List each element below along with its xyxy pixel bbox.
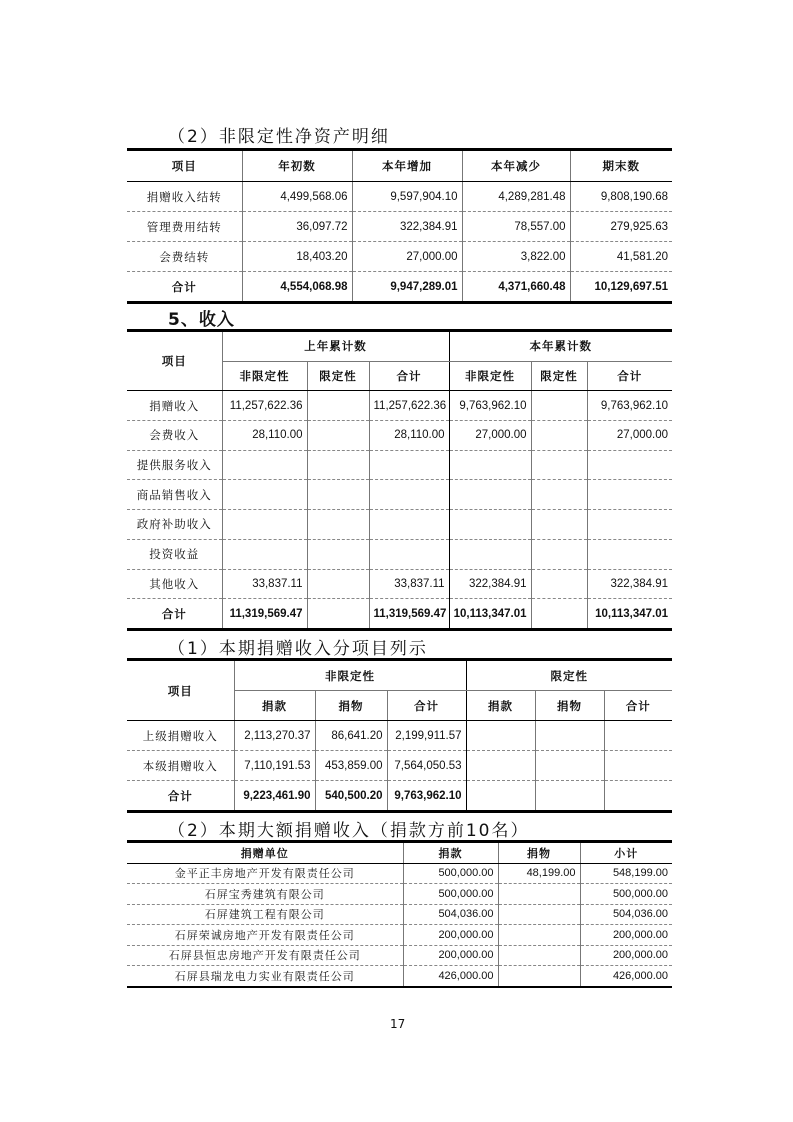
row-label: 捐赠收入 [127, 391, 222, 421]
cell-value [531, 510, 587, 540]
col-header: 捐物 [535, 691, 604, 721]
cell-value [307, 539, 369, 569]
cell-value [535, 751, 604, 781]
row-label: 会费收入 [127, 421, 222, 451]
cell-value [587, 450, 672, 480]
top-donors-table [127, 840, 672, 988]
col-header: 限定性 [531, 361, 587, 391]
col-header: 本年减少 [462, 150, 570, 182]
cell-value [535, 781, 604, 812]
section-5-2-title: （2）本期大额捐赠收入（捐款方前10名） [168, 821, 530, 841]
cell-value [307, 599, 369, 630]
col-header: 本年增加 [352, 150, 462, 182]
cell-value: 9,763,962.10 [587, 391, 672, 421]
cell-value: 500,000.00 [403, 863, 498, 884]
cell-value [449, 510, 531, 540]
cell-value: 4,289,281.48 [462, 182, 570, 212]
cell-value [222, 450, 307, 480]
cell-value [498, 884, 580, 905]
cell-value [535, 721, 604, 751]
table-header-row [127, 150, 672, 182]
cell-value [307, 569, 369, 599]
cell-value [587, 480, 672, 510]
cell-value [307, 421, 369, 451]
cell-value [449, 539, 531, 569]
total-row [127, 781, 672, 812]
row-label: 合计 [127, 781, 234, 812]
cell-value: 500,000.00 [580, 884, 672, 905]
table-row [127, 391, 672, 421]
col-header: 项目 [127, 150, 242, 182]
cell-value [222, 539, 307, 569]
cell-value: 11,319,569.47 [222, 599, 307, 630]
cell-value: 27,000.00 [449, 421, 531, 451]
cell-value: 9,808,190.68 [570, 182, 672, 212]
section-2-title: （2）非限定性净资产明细 [168, 127, 390, 147]
row-label: 投资收益 [127, 539, 222, 569]
cell-value [531, 450, 587, 480]
cell-value: 426,000.00 [580, 966, 672, 987]
cell-value: 2,199,911.57 [387, 721, 466, 751]
cell-value: 322,384.91 [587, 569, 672, 599]
table-row [127, 480, 672, 510]
col-header: 捐款 [466, 691, 535, 721]
donor-name: 石屏宝秀建筑有限公司 [127, 884, 403, 905]
cell-value: 10,113,347.01 [587, 599, 672, 630]
col-header: 捐款 [403, 842, 498, 864]
cell-value [604, 781, 672, 812]
cell-value: 86,641.20 [315, 721, 387, 751]
row-label: 捐赠收入结转 [127, 182, 242, 212]
cell-value [604, 751, 672, 781]
cell-value: 9,947,289.01 [352, 272, 462, 303]
cell-value: 504,036.00 [580, 904, 672, 925]
table-row [127, 751, 672, 781]
table-row [127, 569, 672, 599]
row-label: 政府补助收入 [127, 510, 222, 540]
group-header-prev-year: 上年累计数 [222, 331, 449, 362]
income-table [127, 329, 672, 631]
table-row [127, 539, 672, 569]
col-header: 非限定性 [449, 361, 531, 391]
row-label: 上级捐赠收入 [127, 721, 234, 751]
col-header: 合计 [369, 361, 449, 391]
cell-value: 4,371,660.48 [462, 272, 570, 303]
donor-name: 石屏荣诚房地产开发有限责任公司 [127, 925, 403, 946]
row-label: 会费结转 [127, 242, 242, 272]
cell-value: 4,554,068.98 [242, 272, 352, 303]
cell-value: 27,000.00 [587, 421, 672, 451]
cell-value: 11,319,569.47 [369, 599, 449, 630]
col-header: 合计 [604, 691, 672, 721]
col-header: 捐款 [234, 691, 315, 721]
table-row [127, 904, 672, 925]
cell-value: 27,000.00 [352, 242, 462, 272]
col-header: 非限定性 [222, 361, 307, 391]
col-header: 捐赠单位 [127, 842, 403, 864]
cell-value [498, 966, 580, 987]
table-group-header-row [127, 331, 672, 362]
cell-value [307, 480, 369, 510]
col-header: 小计 [580, 842, 672, 864]
cell-value: 9,597,904.10 [352, 182, 462, 212]
table-row [127, 450, 672, 480]
cell-value [307, 450, 369, 480]
row-label: 商品销售收入 [127, 480, 222, 510]
col-header: 合计 [587, 361, 672, 391]
donation-breakdown-table [127, 658, 672, 813]
col-header: 捐物 [315, 691, 387, 721]
col-header-item: 项目 [127, 660, 234, 721]
cell-value [466, 721, 535, 751]
cell-value [369, 510, 449, 540]
table-header-row [127, 842, 672, 864]
donor-name: 金平正丰房地产开发有限责任公司 [127, 863, 403, 884]
cell-value [369, 539, 449, 569]
cell-value: 11,257,622.36 [222, 391, 307, 421]
col-header: 合计 [387, 691, 466, 721]
group-header-unrestricted: 非限定性 [234, 660, 466, 691]
table-row [127, 212, 672, 242]
cell-value [369, 480, 449, 510]
cell-value: 426,000.00 [403, 966, 498, 987]
cell-value: 41,581.20 [570, 242, 672, 272]
table-row [127, 510, 672, 540]
col-header-item: 项目 [127, 331, 222, 391]
cell-value: 322,384.91 [449, 569, 531, 599]
section-5-title: 5、收入 [168, 310, 235, 330]
cell-value: 10,113,347.01 [449, 599, 531, 630]
cell-value [369, 450, 449, 480]
row-label: 提供服务收入 [127, 450, 222, 480]
cell-value: 7,564,050.53 [387, 751, 466, 781]
cell-value: 500,000.00 [403, 884, 498, 905]
cell-value [531, 599, 587, 630]
net-assets-table [127, 148, 672, 304]
table-row [127, 966, 672, 987]
cell-value: 322,384.91 [352, 212, 462, 242]
cell-value: 7,110,191.53 [234, 751, 315, 781]
table-row [127, 884, 672, 905]
cell-value: 200,000.00 [403, 925, 498, 946]
cell-value: 4,499,568.06 [242, 182, 352, 212]
donor-name: 石屏县恒忠房地产开发有限责任公司 [127, 945, 403, 966]
donor-name: 石屏建筑工程有限公司 [127, 904, 403, 925]
row-label: 本级捐赠收入 [127, 751, 234, 781]
row-label: 合计 [127, 599, 222, 630]
cell-value [222, 480, 307, 510]
table-row [127, 182, 672, 212]
cell-value [531, 539, 587, 569]
col-header: 捐物 [498, 842, 580, 864]
cell-value [604, 721, 672, 751]
cell-value [498, 945, 580, 966]
cell-value [307, 391, 369, 421]
cell-value: 540,500.20 [315, 781, 387, 812]
col-header: 限定性 [307, 361, 369, 391]
cell-value: 33,837.11 [222, 569, 307, 599]
col-header: 期末数 [570, 150, 672, 182]
cell-value: 200,000.00 [580, 925, 672, 946]
cell-value: 2,113,270.37 [234, 721, 315, 751]
cell-value [222, 510, 307, 540]
cell-value: 10,129,697.51 [570, 272, 672, 303]
table-row [127, 863, 672, 884]
cell-value: 78,557.00 [462, 212, 570, 242]
cell-value [587, 510, 672, 540]
cell-value [307, 510, 369, 540]
page-number: 17 [390, 1017, 406, 1031]
cell-value [449, 450, 531, 480]
cell-value [466, 751, 535, 781]
cell-value: 200,000.00 [580, 945, 672, 966]
cell-value: 9,763,962.10 [387, 781, 466, 812]
cell-value: 3,822.00 [462, 242, 570, 272]
cell-value: 453,859.00 [315, 751, 387, 781]
table-row [127, 945, 672, 966]
table-group-header-row [127, 660, 672, 691]
cell-value: 28,110.00 [222, 421, 307, 451]
cell-value: 279,925.63 [570, 212, 672, 242]
table-row [127, 242, 672, 272]
cell-value [449, 480, 531, 510]
cell-value [498, 904, 580, 925]
cell-value: 33,837.11 [369, 569, 449, 599]
row-label: 管理费用结转 [127, 212, 242, 242]
cell-value: 548,199.00 [580, 863, 672, 884]
table-row [127, 721, 672, 751]
total-row [127, 272, 672, 303]
cell-value [531, 480, 587, 510]
cell-value: 11,257,622.36 [369, 391, 449, 421]
col-header: 年初数 [242, 150, 352, 182]
table-row [127, 925, 672, 946]
group-header-restricted: 限定性 [466, 660, 672, 691]
donor-name: 石屏县瑞龙电力实业有限责任公司 [127, 966, 403, 987]
row-label: 合计 [127, 272, 242, 303]
cell-value: 48,199.00 [498, 863, 580, 884]
group-header-current-year: 本年累计数 [449, 331, 672, 362]
cell-value [531, 421, 587, 451]
cell-value [531, 569, 587, 599]
row-label: 其他收入 [127, 569, 222, 599]
cell-value: 28,110.00 [369, 421, 449, 451]
cell-value: 9,763,962.10 [449, 391, 531, 421]
cell-value: 36,097.72 [242, 212, 352, 242]
cell-value [531, 391, 587, 421]
cell-value: 18,403.20 [242, 242, 352, 272]
cell-value [466, 781, 535, 812]
table-row [127, 421, 672, 451]
cell-value [587, 539, 672, 569]
cell-value: 9,223,461.90 [234, 781, 315, 812]
section-5-1-title: （1）本期捐赠收入分项目列示 [168, 639, 428, 659]
cell-value: 200,000.00 [403, 945, 498, 966]
cell-value: 504,036.00 [403, 904, 498, 925]
total-row [127, 599, 672, 630]
cell-value [498, 925, 580, 946]
